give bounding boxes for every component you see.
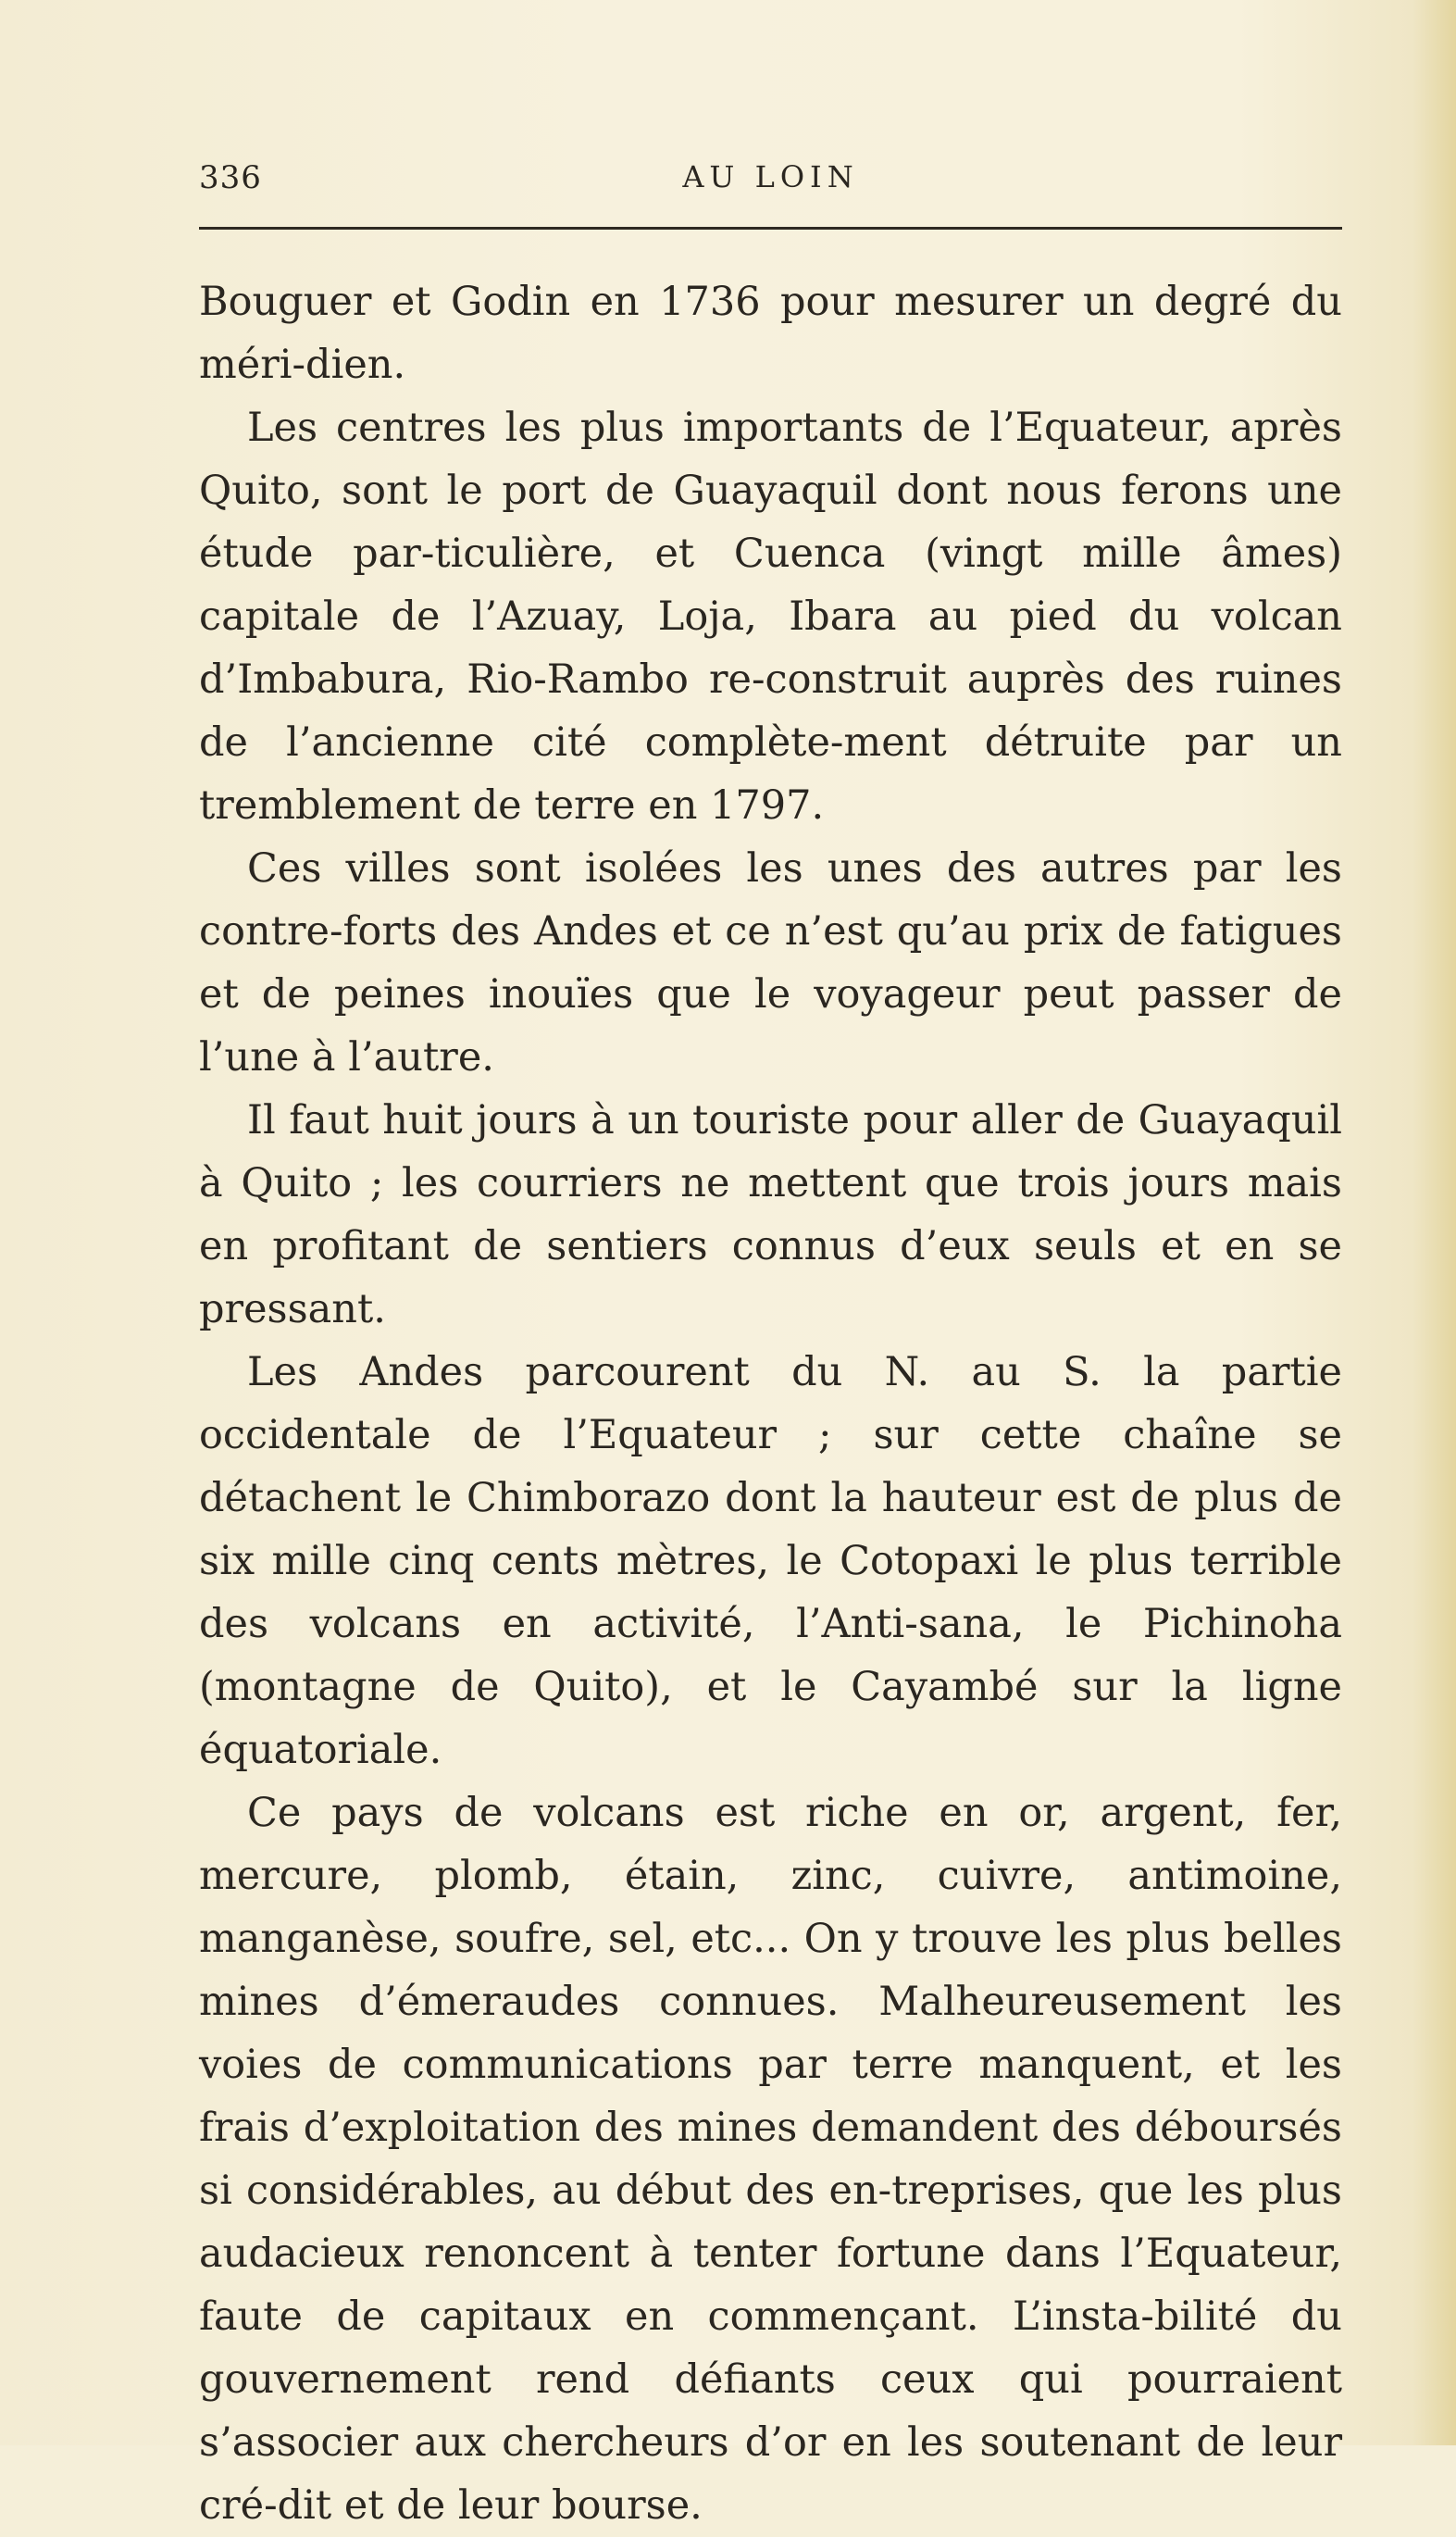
page-number: 336	[199, 159, 262, 196]
page-header	[199, 159, 1342, 206]
paragraph-continued: Bouguer et Godin en 1736 pour mesurer un degré du méri-dien.	[199, 279, 1342, 388]
running-title: AU LOIN	[682, 159, 859, 194]
body-text	[199, 270, 1342, 2537]
paragraph: Les centres les plus importants de l’Equateur, après Quito, sont le port de Guayaquil dont nous ferons une étude par-ticulière, et Cuenca (vingt mille âmes) capitale de l’Azuay, Loja, Ibara au pied du volcan d’Imbabura, Rio-Rambo re-construit auprès des ruines de l’ancienne cité complète-ment détruite par un tremblement de terre en 1797.	[199, 405, 1342, 829]
paragraph: Il faut huit jours à un touriste pour aller de Guayaquil à Quito ; les courriers ne mettent que trois jours mais en profitant de sentiers connus d’eux seuls et en se pressant.	[199, 1097, 1342, 1332]
header-rule	[199, 227, 1342, 230]
paragraph: Ces villes sont isolées les unes des autres par les contre-forts des Andes et ce n’est qu’au prix de fatigues et de peines inouïes que le voyageur peut passer de l’une à l’autre.	[199, 845, 1342, 1081]
paragraph: Les Andes parcourent du N. au S. la partie occidentale de l’Equateur ; sur cette chaîne se détachent le Chimborazo dont la hauteur est de plus de six mille cinq cents mètres, le Cotopaxi le plus terrible des volcans en activité, l’Anti-sana, le Pichinoha (montagne de Quito), et le Cayambé sur la ligne équatoriale.	[199, 1349, 1342, 1773]
paragraph: Ce pays de volcans est riche en or, argent, fer, mercure, plomb, étain, zinc, cuivre, antimoine, manganèse, soufre, sel, etc... On y trouve les plus belles mines d’émeraudes connues. Malheureusement les voies de communications par terre manquent, et les frais d’exploitation des mines demandent des déboursés si considérables, au début des en-treprises, que les plus audacieux renoncent à tenter fortune dans l’Equateur, faute de capitaux en commençant. L’insta-bilité du gouvernement rend défiants ceux qui pourraient s’associer aux chercheurs d’or en les soutenant de leur cré-dit et de leur bourse.	[199, 1790, 1342, 2529]
